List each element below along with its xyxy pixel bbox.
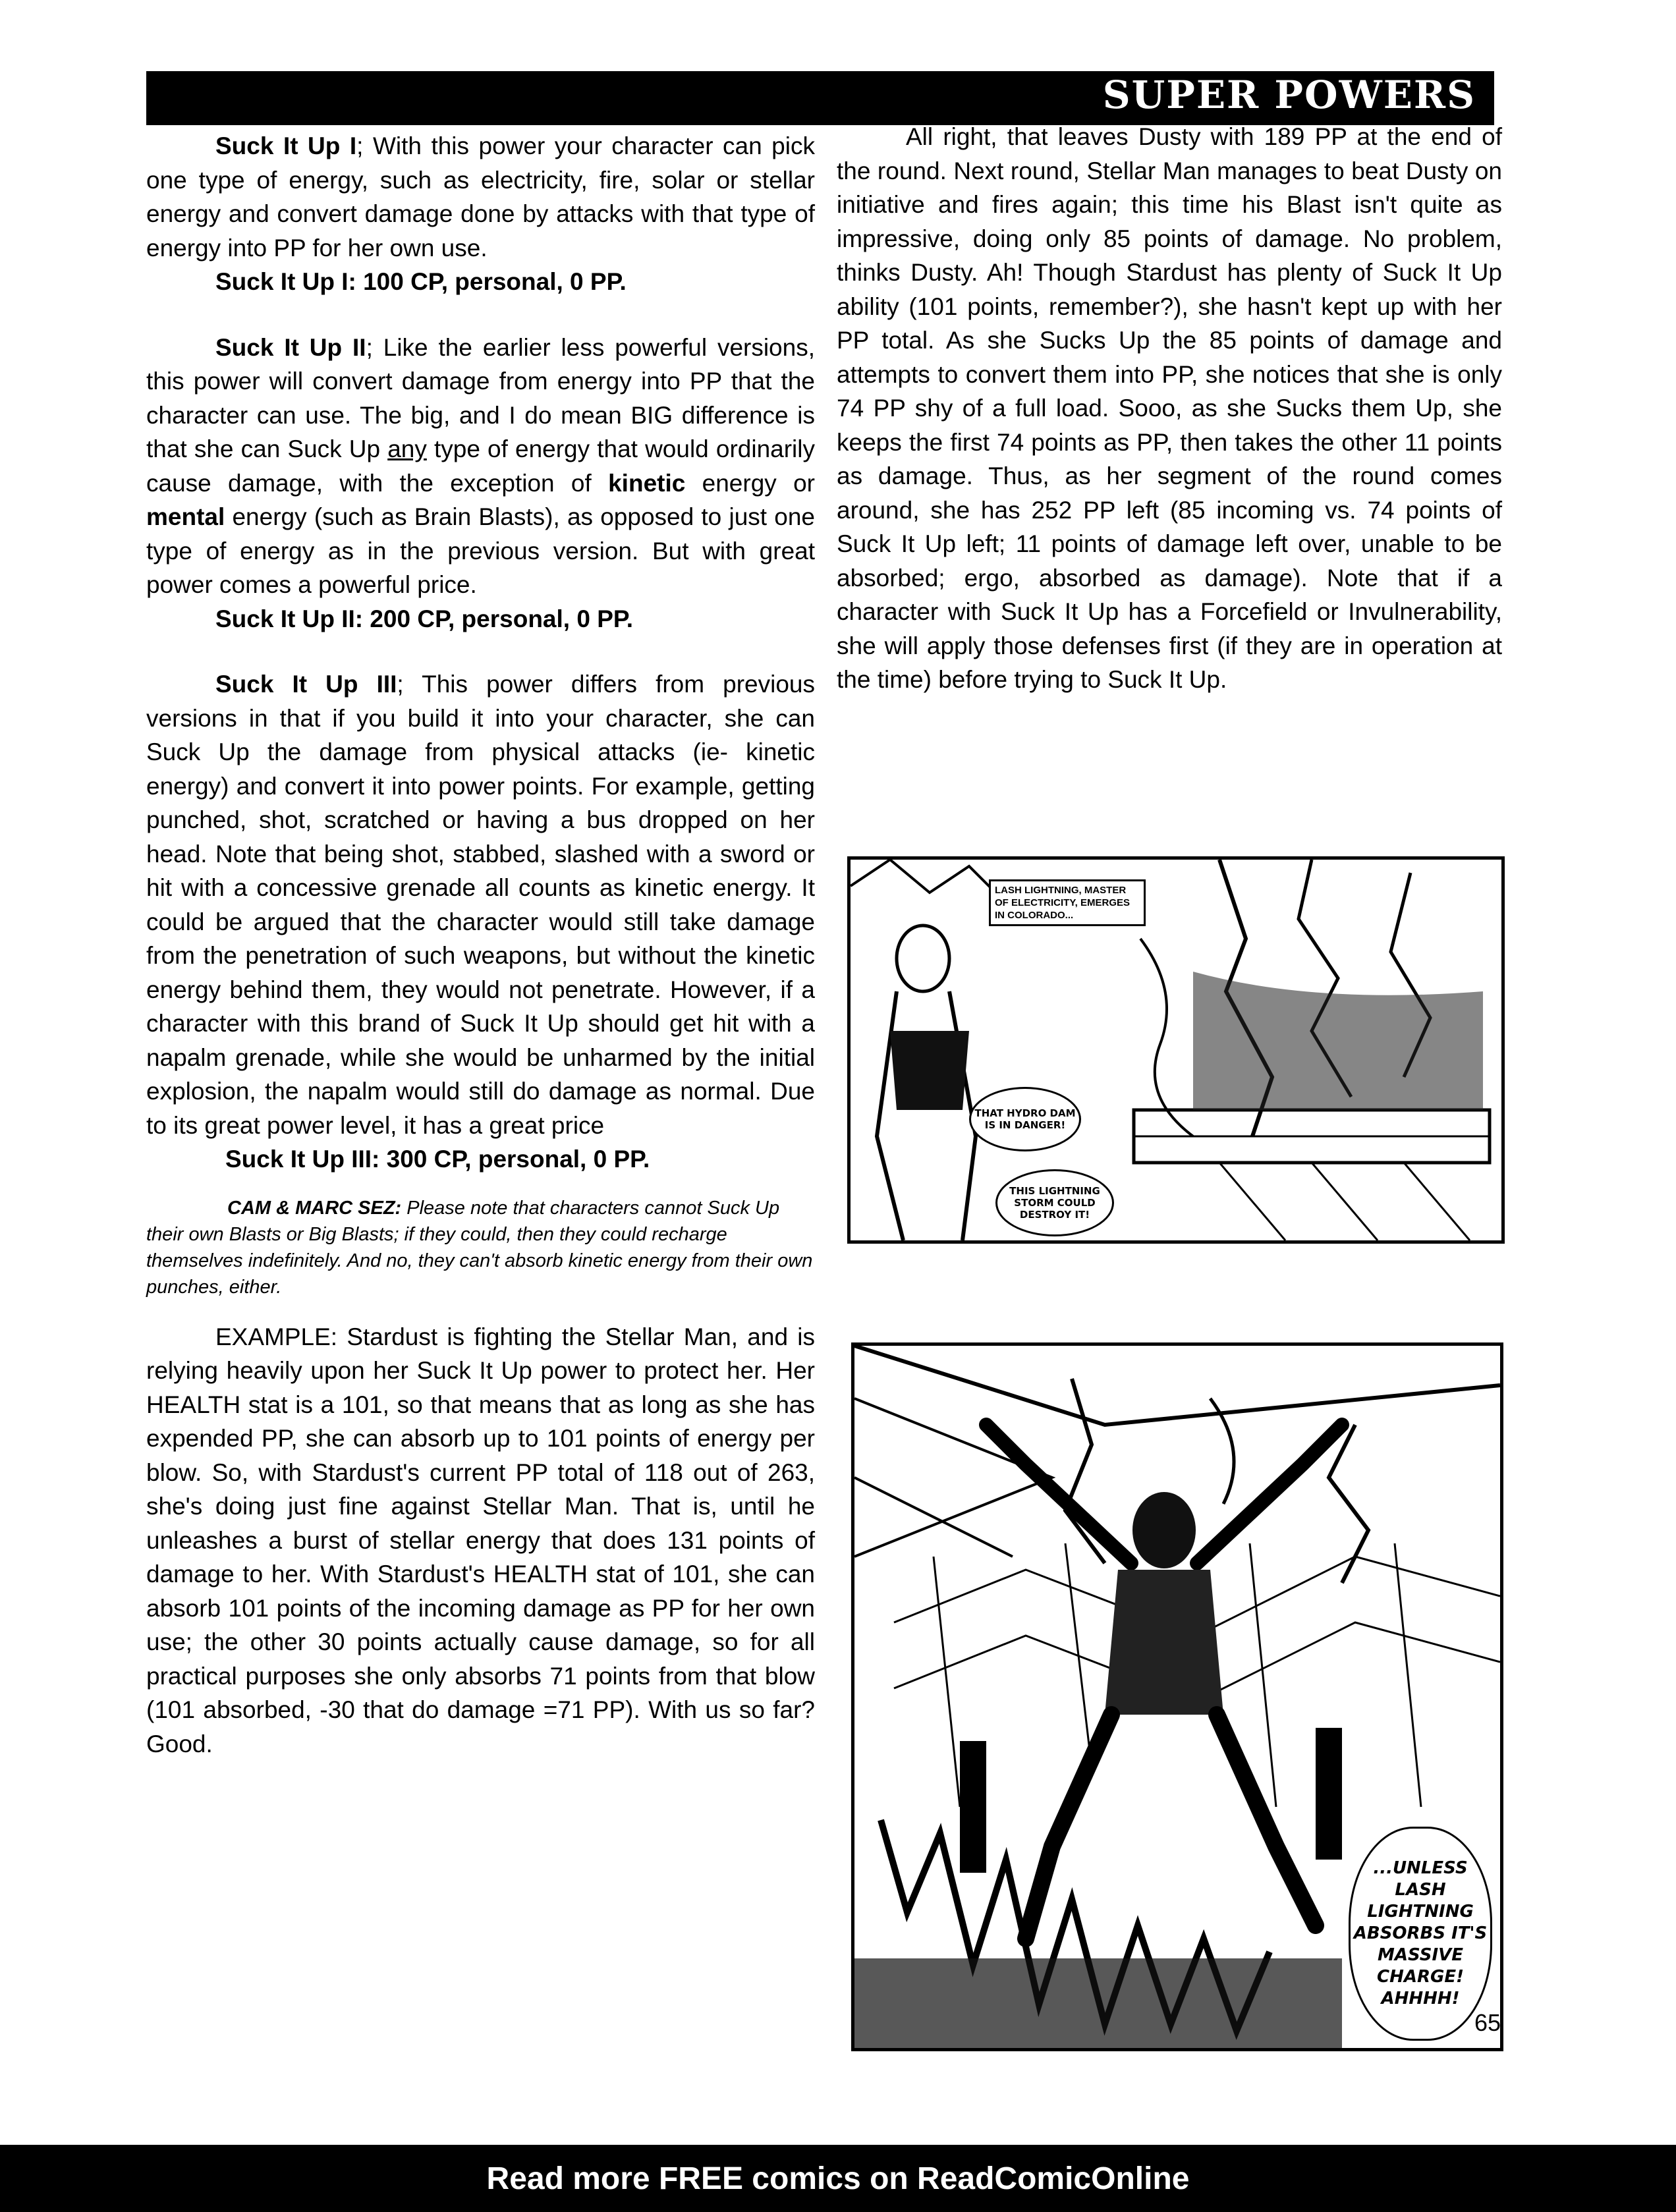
footer-link[interactable]: Read more FREE comics on ReadComicOnline [486, 2161, 1190, 2196]
left-column [146, 129, 815, 1761]
comic-art-1 [851, 860, 1501, 1240]
power-cost-1: Suck It Up I: 100 CP, personal, 0 PP. [215, 268, 627, 295]
panel-caption: LASH LIGHTNING, MASTER OF ELECTRICITY, EMERGES IN COLORADO... [989, 879, 1146, 926]
power-term: Suck It Up I [215, 132, 357, 159]
right-column [837, 120, 1502, 697]
power-description-1: Suck It Up I; With this power your character can pick one type of energy, such as electricity, fire, solar or stellar energy and convert damage done by attacks with that type of energy into PP for her own use. [146, 132, 815, 262]
power-description-2: Suck It Up II; Like the earlier less powerful versions, this power will convert damage from energy into PP that the character can use. The big, and I do mean BIG difference is that she can Suck Up any type of energy that would ordinarily cause damage, with the exception of kinetic energy or mental energy (such as Brain Blasts), as opposed to just one type of energy as in the previous version. But with great power comes a powerful price. [146, 333, 815, 598]
comic-panel-2 [851, 1342, 1503, 2051]
example-continued: All right, that leaves Dusty with 189 PP at the end of the round. Next round, Stellar Man manages to beat Dusty on initiative and fires again; this time his Blast isn't quite as impressive, doing only 85 points of damage. No problem, thinks Dusty. Ah! Though Stardust has plenty of Suck It Up ability (101 points, remember?), she hasn't kept up with her PP total. As she Sucks Up the 85 points of damage and attempts to convert them into PP, she notices that she is only 74 PP shy of a full load. Sooo, as she Sucks them Up, she keeps the first 74 points as PP, then takes the other 11 points as damage. Thus, as her segment of the round comes around, she has 252 PP left (85 incoming vs. 74 points of Suck It Up left; 11 points of damage left over, unable to be absorbed; ergo, absorbed as damage). Note that if a character with Suck It Up has a Forcefield or Invulnerability, she will apply those defenses first (if they are in operation at the time) before trying to Suck It Up. [837, 123, 1502, 693]
power-cost-3: Suck It Up III: 300 CP, personal, 0 PP. [225, 1146, 650, 1173]
power-cost-2: Suck It Up II: 200 CP, personal, 0 PP. [215, 605, 634, 632]
header-bar [146, 71, 1494, 125]
power-term: Suck It Up III [215, 671, 397, 698]
designer-note: CAM & MARC SEZ: Please note that characters cannot Suck Up their own Blasts or Big Blasts; if they could, then they could recharge themselves indefinitely. And no, they can't absorb kinetic energy from their own punches, either. [146, 1197, 813, 1298]
speech-balloon: THAT HYDRO DAM IS IN DANGER! [969, 1087, 1081, 1151]
speech-balloon: ...UNLESS LASH LIGHTNING ABSORBS IT'S MASSIVE CHARGE! AHHHH! [1349, 1827, 1492, 2041]
power-description-3: Suck It Up III; This power differs from previous versions in that if you build it into your character, she can Suck Up the damage from physical attacks (ie- kinetic energy) and convert it into power points. For example, getting punched, shot, scratched or having a bus dropped on her head. Note that being shot, stabbed, slashed with a sword or hit with a concessive grenade all counts as kinetic energy. It could be argued that the character would still take damage from the penetration of such weapons, but without the kinetic energy behind them, they would not penetrate. However, if a character with this brand of Suck It Up should get hit with a napalm grenade, while she would be unharmed by the initial explosion, the napalm would still do damage as normal. Due to its great power level, it has a great price [146, 671, 816, 1139]
example-paragraph: EXAMPLE: Stardust is fighting the Stellar Man, and is relying heavily upon her Suck It Up power to protect her. Her HEALTH stat is a 101, so that means that as long as she has expended PP, she can absorb up to 101 points of energy per blow. So, with Stardust's current PP total of 118 out of 263, she's doing just fine against Stellar Man. That is, until he unleashes a burst of stellar energy that does 131 points of damage to her. With Stardust's HEALTH stat of 101, she can absorb 101 points of the incoming damage as PP for her own use; the other 30 points actually cause damage, so for all practical purposes she only absorbs 71 points from that blow (101 absorbed, -30 that do damage =71 PP). With us so far? Good. [146, 1323, 815, 1757]
page-number: 65 [1474, 2009, 1501, 2036]
chapter-title: SUPER POWERS [1102, 72, 1476, 117]
power-term: Suck It Up II [215, 333, 366, 361]
speech-balloon: THIS LIGHTNING STORM COULD DESTROY IT! [995, 1169, 1114, 1236]
footer-banner[interactable] [0, 2145, 1676, 2212]
comic-panel-1 [847, 856, 1505, 1244]
